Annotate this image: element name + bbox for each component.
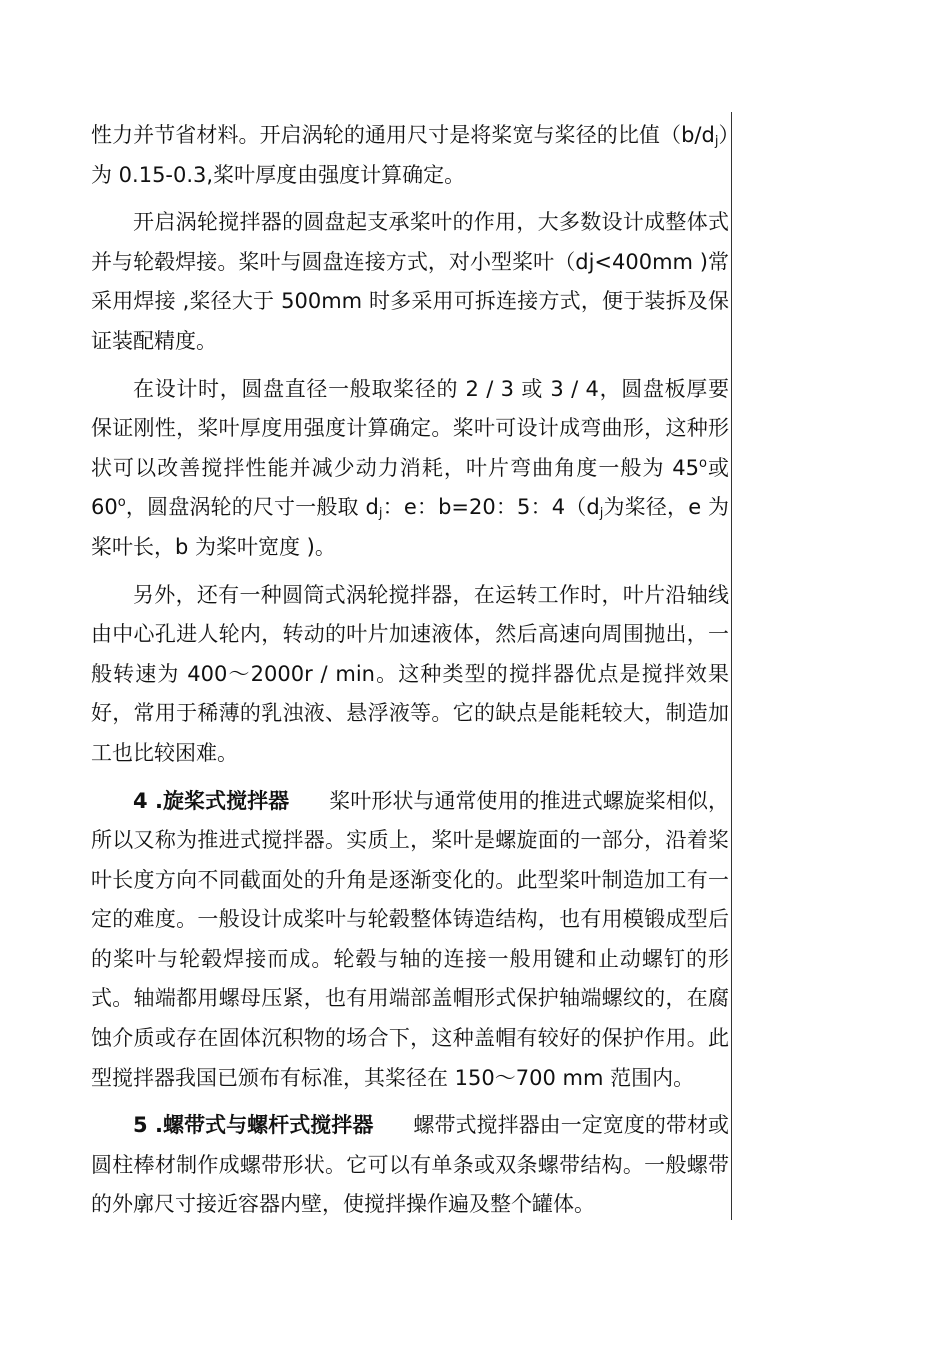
paragraph-3-text-c: ，圆盘涡轮的尺寸一般取 d xyxy=(125,495,379,520)
paragraph-1-text-a: 性力并节省材料。开启涡轮的通用尺寸是将桨宽与桨径的比值（b/d xyxy=(91,123,715,147)
page-margin-rule xyxy=(731,112,732,1220)
paragraph-3-subscript-1: j xyxy=(378,506,383,522)
paragraph-6-text: 螺带式搅拌器由一定宽度的带材或圆柱棒材制作成螺带形状。它可以有单条或双条螺带结构。一般螺带的外廓尺寸接近容器内壁，使搅拌操作遍及整个罐体。 xyxy=(91,1113,729,1217)
paragraph-3 xyxy=(91,370,729,568)
paragraph-3-text-b: 或 60 xyxy=(91,455,729,520)
document-body xyxy=(91,116,729,1233)
paragraph-1-text-b: ）为 0.15-0.3,桨叶厚度由强度计算确定。 xyxy=(91,123,730,187)
paragraph-1 xyxy=(91,116,729,195)
paragraph-5-text: 桨叶形状与通常使用的推进式螺旋桨相似，所以又称为推进式搅拌器。实质上，桨叶是螺旋面的一部分，沿着桨叶长度方向不同截面处的升角是逐渐变化的。此型桨叶制造加工有一定的难度。一般设计成桨叶与轮毂整体铸造结构，也有用模锻成型后的桨叶与轮毂焊接而成。轮毂与轴的连接一般用键和止动螺钉的形式。轴端都用螺母压紧，也有用端部盖帽形式保护轴端螺纹的，在腐蚀介质或存在固体沉积物的场合下，这种盖帽有较好的保护作用。此型搅拌器我国已颁布有标准，其桨径在 150～700 mm 范围内。 xyxy=(91,788,730,1090)
paragraph-1-subscript: j xyxy=(714,134,719,149)
paragraph-3-text-d: ：e：b=20：5：4（d xyxy=(382,495,600,520)
paragraph-3-degree-2: o xyxy=(117,495,126,511)
paragraph-4: 另外，还有一种圆筒式涡轮搅拌器，在运转工作时，叶片沿轴线由中心孔进人轮内，转动的叶片加速液体，然后高速向周围抛出，一般转速为 400～2000r / min。这种类型的搅拌器优点是搅拌效果好，常用于稀薄的乳浊液、悬浮液等。它的缺点是能耗较大，制造加工也比较困难。 xyxy=(91,582,729,765)
section-heading-propeller-agitator: 4 .旋桨式搅拌器 xyxy=(133,788,290,813)
paragraph-3-subscript-2: j xyxy=(599,506,604,522)
paragraph-6 xyxy=(91,1106,729,1225)
paragraph-3-text-a: 在设计时，圆盘直径一般取桨径的 2 / 3 或 3 / 4，圆盘板厚要保证刚性，桨叶厚度用强度计算确定。桨叶可设计成弯曲形，这种形状可以改善搅拌性能并减少动力消耗，叶片弯曲角度一般为 45 xyxy=(91,376,729,480)
paragraph-3-degree-1: o xyxy=(698,455,707,471)
paragraph-5 xyxy=(91,782,729,1099)
paragraph-3-text-e: 为桨径，e 为桨叶长，b 为桨叶宽度 )。 xyxy=(91,495,729,559)
paragraph-2: 开启涡轮搅拌器的圆盘起支承桨叶的作用，大多数设计成整体式并与轮毂焊接。桨叶与圆盘连接方式，对小型桨叶（dj<400mm )常采用焊接 ,桨径大于 500mm 时多采用可拆连接方式，便于装拆及保证装配精度。 xyxy=(91,210,729,353)
section-heading-ribbon-screw-agitator: 5 .螺带式与螺杆式搅拌器 xyxy=(133,1113,374,1138)
